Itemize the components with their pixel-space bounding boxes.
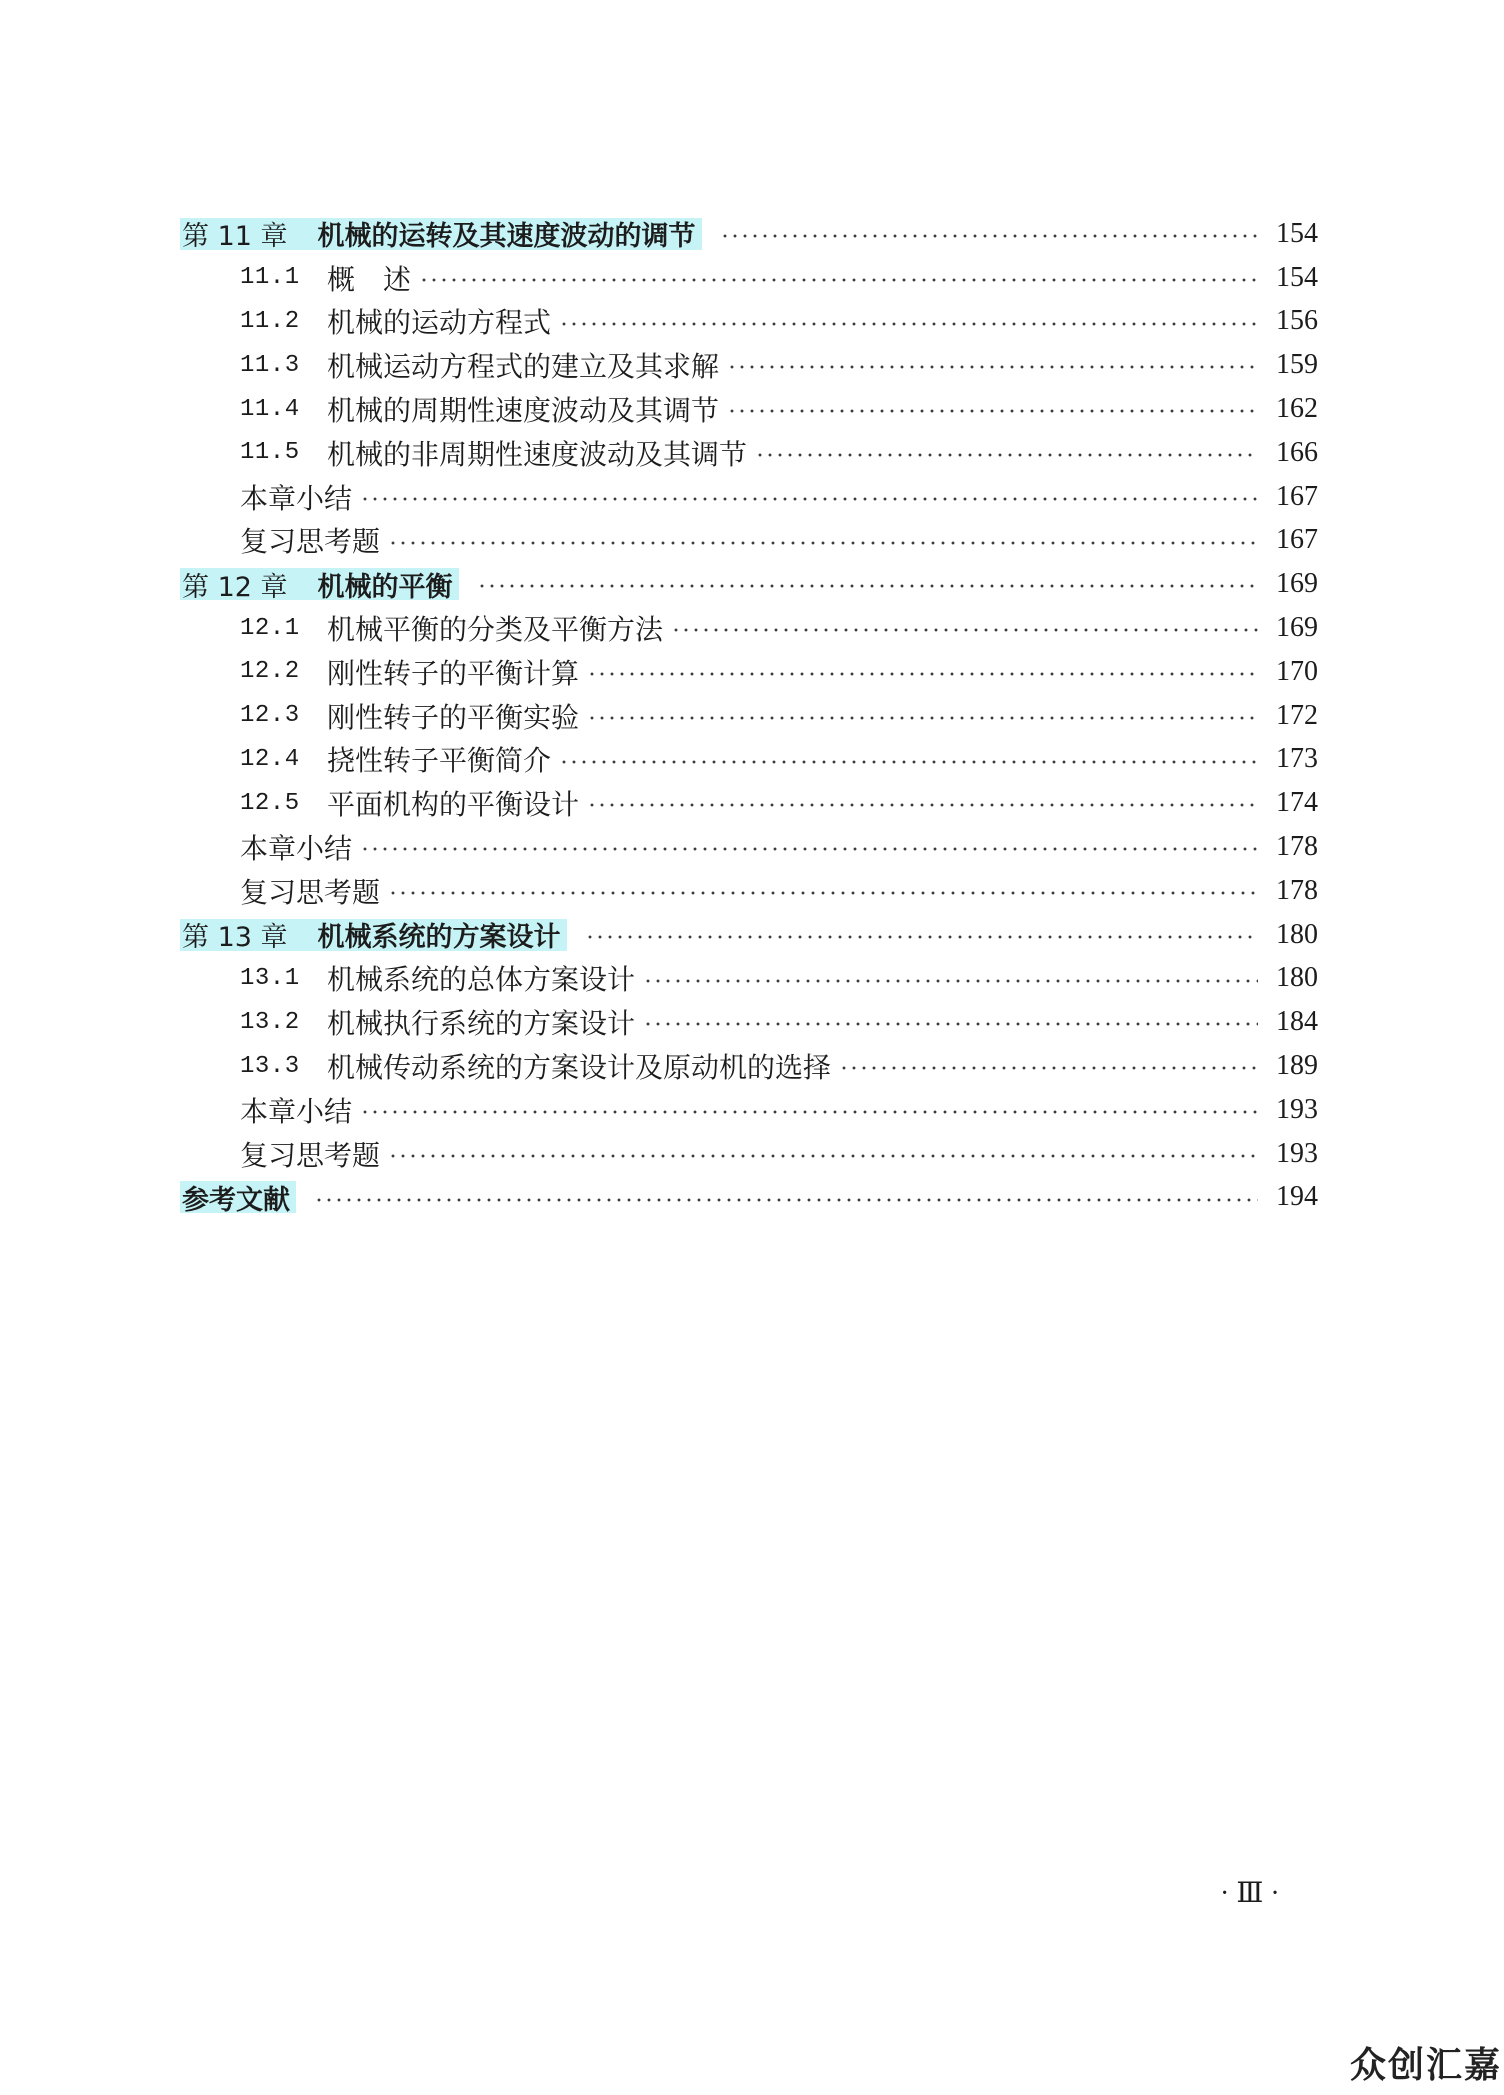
dot-leader xyxy=(587,650,1258,694)
section-title: 本章小结 xyxy=(240,483,353,515)
page-number: 174 xyxy=(1276,787,1318,819)
page-number: 189 xyxy=(1276,1050,1318,1082)
dot-leader xyxy=(314,1176,1258,1220)
page-number: 178 xyxy=(1276,831,1318,863)
chapter-number: 第 13 章 xyxy=(182,922,288,954)
toc-section-11-5 xyxy=(180,431,1318,475)
toc-section-11-4 xyxy=(180,387,1318,431)
dot-leader xyxy=(727,387,1258,431)
dot-leader xyxy=(360,825,1258,869)
section-title: 刚性转子的平衡计算 xyxy=(327,658,580,690)
page-number: 159 xyxy=(1276,349,1318,381)
toc-references xyxy=(180,1176,1318,1220)
section-title: 机械的运动方程式 xyxy=(327,308,552,340)
section-number: 13.1 xyxy=(240,964,300,992)
dot-leader xyxy=(839,1044,1258,1088)
dot-leader xyxy=(671,606,1258,650)
page-number: 154 xyxy=(1276,261,1318,293)
section-number: 12.2 xyxy=(240,658,300,686)
toc-chapter-summary xyxy=(180,475,1318,519)
section-number: 11.2 xyxy=(240,307,300,335)
section-title: 复习思考题 xyxy=(240,527,381,559)
page-number: 184 xyxy=(1276,1006,1318,1038)
section-number: 12.1 xyxy=(240,614,300,642)
dot-leader xyxy=(755,431,1258,475)
dot-leader xyxy=(585,913,1258,957)
section-title: 本章小结 xyxy=(240,1096,353,1128)
dot-leader xyxy=(559,738,1258,782)
page-number: 180 xyxy=(1276,918,1318,950)
page-folio: · Ⅲ · xyxy=(1220,1878,1280,1909)
dot-leader xyxy=(643,1000,1258,1044)
chapter-highlight xyxy=(180,568,459,603)
toc-review-questions xyxy=(180,869,1318,913)
page-number: 178 xyxy=(1276,874,1318,906)
section-title: 复习思考题 xyxy=(240,877,381,909)
toc-section-11-2 xyxy=(180,300,1318,344)
toc-section-11-3 xyxy=(180,343,1318,387)
page-number: 172 xyxy=(1276,699,1318,731)
page-number: 169 xyxy=(1276,568,1318,600)
chapter-highlight xyxy=(180,919,567,954)
page-number: 167 xyxy=(1276,524,1318,556)
dot-leader xyxy=(559,300,1258,344)
toc-section-12-3 xyxy=(180,694,1318,738)
dot-leader xyxy=(587,694,1258,738)
toc-chapter-12 xyxy=(180,562,1318,606)
chapter-number: 第 12 章 xyxy=(182,571,288,603)
page-number: 166 xyxy=(1276,436,1318,468)
toc-chapter-13 xyxy=(180,913,1318,957)
section-number: 12.5 xyxy=(240,789,300,817)
chapter-number: 第 11 章 xyxy=(182,221,288,253)
toc-section-13-3 xyxy=(180,1044,1318,1088)
toc-section-13-1 xyxy=(180,957,1318,1001)
section-title: 平面机构的平衡设计 xyxy=(327,790,580,822)
section-title: 刚性转子的平衡实验 xyxy=(327,702,580,734)
page-number: 173 xyxy=(1276,743,1318,775)
section-title: 机械传动系统的方案设计及原动机的选择 xyxy=(327,1053,832,1085)
section-title: 机械的周期性速度波动及其调节 xyxy=(327,396,720,428)
dot-leader xyxy=(388,519,1258,563)
section-title: 本章小结 xyxy=(240,834,353,866)
section-title: 机械平衡的分类及平衡方法 xyxy=(327,615,664,647)
section-title: 挠性转子平衡简介 xyxy=(327,746,552,778)
section-number: 12.3 xyxy=(240,702,300,730)
watermark-logo: 众创汇嘉 xyxy=(1350,2045,1503,2086)
toc-review-questions xyxy=(180,1132,1318,1176)
section-number: 13.3 xyxy=(240,1052,300,1080)
toc-chapter-11 xyxy=(180,212,1318,256)
section-title: 概 述 xyxy=(327,264,412,296)
section-title: 机械执行系统的方案设计 xyxy=(327,1009,636,1041)
toc-section-13-2 xyxy=(180,1000,1318,1044)
page-number: 167 xyxy=(1276,480,1318,512)
dot-leader xyxy=(388,869,1258,913)
section-title: 机械系统的总体方案设计 xyxy=(327,965,636,997)
toc-section-12-4 xyxy=(180,738,1318,782)
dot-leader xyxy=(419,256,1258,300)
section-number: 11.3 xyxy=(240,351,300,379)
dot-leader xyxy=(720,212,1258,256)
chapter-title: 机械系统的方案设计 xyxy=(317,922,561,954)
section-number: 13.2 xyxy=(240,1008,300,1036)
dot-leader xyxy=(587,781,1258,825)
toc-section-12-1 xyxy=(180,606,1318,650)
toc-chapter-summary xyxy=(180,1088,1318,1132)
toc-section-12-2 xyxy=(180,650,1318,694)
toc-section-11-1 xyxy=(180,256,1318,300)
dot-leader xyxy=(360,475,1258,519)
chapter-title: 机械的运转及其速度波动的调节 xyxy=(317,221,696,253)
section-number: 11.1 xyxy=(240,264,300,292)
toc-review-questions xyxy=(180,519,1318,563)
chapter-title: 机械的平衡 xyxy=(317,571,453,603)
toc-section-12-5 xyxy=(180,781,1318,825)
section-number: 12.4 xyxy=(240,745,300,773)
dot-leader xyxy=(388,1132,1258,1176)
toc-chapter-summary xyxy=(180,825,1318,869)
section-number: 11.4 xyxy=(240,395,300,423)
dot-leader xyxy=(643,957,1258,1001)
section-title: 机械运动方程式的建立及其求解 xyxy=(327,352,720,384)
dot-leader xyxy=(360,1088,1258,1132)
dot-leader xyxy=(727,343,1258,387)
page-number: 162 xyxy=(1276,393,1318,425)
table-of-contents xyxy=(180,212,1318,1219)
page-number: 180 xyxy=(1276,962,1318,994)
page-number: 194 xyxy=(1276,1181,1318,1213)
section-title: 复习思考题 xyxy=(240,1140,381,1172)
page-number: 169 xyxy=(1276,612,1318,644)
page-number: 156 xyxy=(1276,305,1318,337)
chapter-highlight xyxy=(180,1181,296,1216)
section-number: 11.5 xyxy=(240,439,300,467)
dot-leader xyxy=(477,562,1258,606)
page-number: 154 xyxy=(1276,217,1318,249)
page-number: 193 xyxy=(1276,1137,1318,1169)
page-number: 170 xyxy=(1276,655,1318,687)
page-number: 193 xyxy=(1276,1093,1318,1125)
chapter-title: 参考文献 xyxy=(182,1184,290,1216)
section-title: 机械的非周期性速度波动及其调节 xyxy=(327,439,748,471)
chapter-highlight xyxy=(180,218,702,253)
